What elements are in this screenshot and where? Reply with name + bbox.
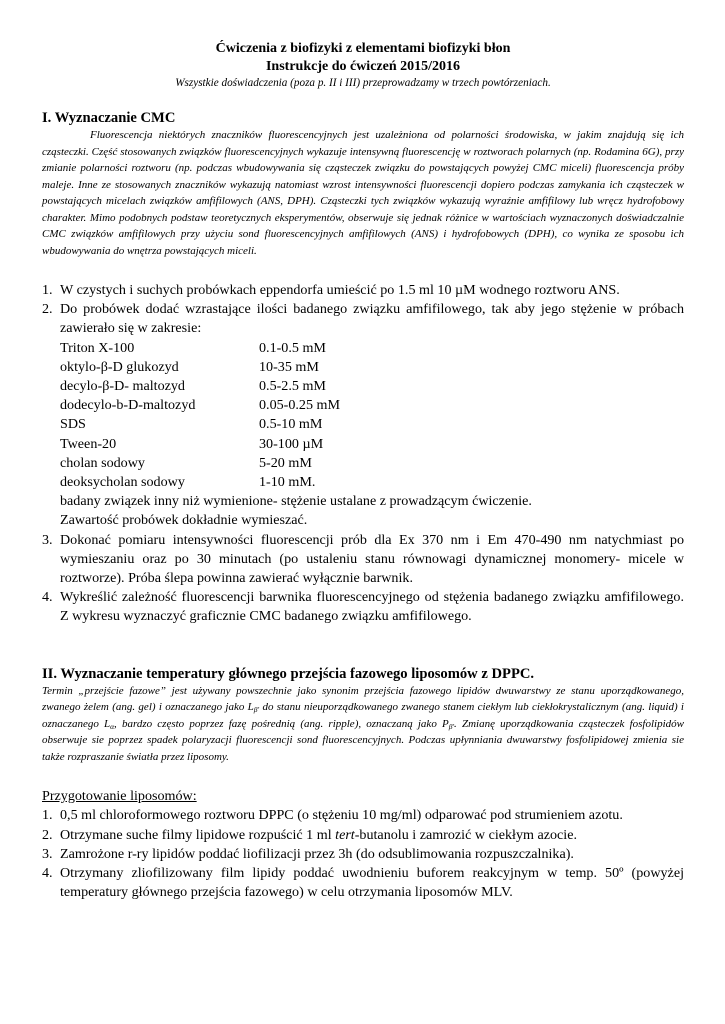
- compound-name: deoksycholan sodowy: [60, 474, 185, 491]
- document-page: [42, 0, 684, 902]
- concentration-table: [60, 339, 684, 493]
- prep-step-2: 2. Otrzymane suche filmy lipidowe rozpuścić 1 ml tert-butanolu i zamrozić w ciekłym azocie.: [42, 826, 578, 843]
- table-row: [60, 473, 684, 492]
- compound-range: 0.5-10 mM: [259, 416, 323, 433]
- cmc-step-2-note1: badany związek inny niż wymienione- stężenie ustalane z prowadzącym ćwiczenie.: [60, 493, 532, 510]
- cmc-step-1-text: W czystych i suchych probówkach eppendorfa umieścić po 1.5 ml 10 µM wodnego roztworu ANS.: [60, 282, 620, 298]
- section1-intro-text: Fluorescencja niektórych znaczników fluorescencyjnych jest uzależniona od polarności środowiska, w jakim znajdują się ich cząsteczki. Część stosowanych związków fluorescencyjnych wykazuje intensywną fluorescencję w roztworach polarnych (np. Rodamina 6G), przy zmianie polarności roztworu (np. podczas wbudowywania się cząsteczek związku do powstających powyżej CMC miceli) fluorescencja próby maleje. Inne ze stosowanych znaczników wykazują natomiast wzrost intensywności fluorescencji dopiero podczas zamykania ich cząsteczek w powstających micelach związków amfifilowych (ANS, DPH). Cząsteczki tych związków wykazują wyraźnie amfifilowy lub wręcz hydrofobowy charakter. Mimo podobnych podstaw teoretycznych eksperymentów, obserwuje się jednak różnice w wartościach wyznaczonych doświadczalnie CMC związków amfifilowych przy użyciu sond fluorescencyjnych amfifilowych (ANS) i hydrofobowych (DPH), co wynika ze sposobu ich wbudowywania do wnętrza powstających miceli.: [42, 129, 684, 257]
- compound-name: cholan sodowy: [60, 454, 145, 471]
- cmc-steps-continued: [42, 531, 684, 627]
- table-row: [60, 396, 684, 415]
- compound-name: Tween-20: [60, 435, 117, 452]
- compound-range: 0.05-0.25 mM: [259, 397, 341, 414]
- prep-step-3: 3. Zamrożone r-ry lipidów poddać liofilizacji przez 3h (do odsublimowania rozpuszczalnika).: [42, 845, 574, 862]
- liposome-prep-heading: Przygotowanie liposomów:: [42, 788, 197, 805]
- compound-name: Triton X-100: [60, 339, 135, 356]
- compound-name: oktylo-β-D glukozyd: [60, 358, 179, 375]
- prep-step-1: 1. 0,5 ml chloroformowego roztworu DPPC (o stężeniu 10 mg/ml) odparować pod strumieniem azotu.: [42, 807, 623, 824]
- cmc-step-3-text: Dokonać pomiaru intensywności fluorescencji prób dla Ex 370 nm i Em 470-490 nm natychmiast po wymieszaniu oraz po 30 minutach (po ustaleniu stanu równowagi dynamicznej monomery- micele w roztworze). Próba ślepa powinna zawierać wyłącznie barwnik.: [60, 531, 684, 587]
- section2-intro-part: do stanu nieuporządkowanego zwanego stanem ciekłym lub ciekłokrystalicznym (ang. liquid) i oznaczanego L: [42, 701, 684, 730]
- section1-heading: I. Wyznaczanie CMC: [42, 110, 176, 126]
- compound-range: 30-100 µM: [259, 435, 324, 452]
- section2-intro-part: Termin „przejście fazowe” jest używany powszechnie jako synonim przejścia fazowego lipidów dwuwarstwy ze stanu uporządkowanego, zwanego żelem (ang. gel) i oznaczanego jako L: [42, 684, 684, 714]
- section1-intro: [42, 127, 684, 259]
- section2-intro-part: , bardzo często poprzez fazę pośrednią (ang. ripple), oznaczaną jako P: [114, 717, 449, 730]
- prep-step-4-text: Otrzymany zliofilizowany film lipidy poddać uwodnieniu buforem reakcyjnym w temp. 50º (powyżej temperatury głównego przejścia fazowego) w celu otrzymania liposomów MLV.: [60, 864, 684, 901]
- compound-range: 1-10 mM.: [259, 474, 316, 491]
- phase-subscript: β': [448, 721, 455, 731]
- table-row: [60, 339, 684, 358]
- section2-intro: [42, 683, 684, 766]
- section2-heading: II. Wyznaczanie temperatury głównego przejścia fazowego liposomów z DPPC.: [42, 665, 535, 682]
- table-row: [60, 435, 684, 454]
- phase-subscript: β': [253, 705, 260, 715]
- cmc-step-4-text: Wykreślić zależność fluorescencji barwnika fluorescencyjnego od stężenia badanego związku amfifilowego. Z wykresu wyznaczyć graficznie CMC badanego związku amfifilowego.: [60, 589, 684, 625]
- prep-step-2-text-end: -butanolu i zamrozić w ciekłym azocie.: [354, 826, 578, 843]
- prep-step-3-text: Zamrożone r-ry lipidów poddać liofilizacji przez 3h (do odsublimowania rozpuszczalnika).: [60, 845, 574, 862]
- compound-name: dodecylo-b-D-maltozyd: [60, 397, 196, 414]
- prep-step-2-text: Otrzymane suche filmy lipidowe rozpuścić 1 ml: [60, 826, 336, 843]
- cmc-step-3: 3. Dokonać pomiaru intensywności fluorescencji prób dla Ex 370 nm i Em 470-490 nm natychmiast po wymieszaniu oraz po 30 minutach (po ustaleniu stanu równowagi dynamicznej monomery- micele w roztworze). Próba ślepa powinna zawierać wyłącznie barwnik.: [42, 531, 684, 587]
- compound-range: 0.5-2.5 mM: [259, 378, 326, 395]
- compound-range: 5-20 mM: [259, 454, 312, 471]
- table-row: [60, 377, 684, 396]
- table-row: [60, 454, 684, 473]
- compound-name: decylo-β-D- maltozyd: [60, 378, 185, 395]
- cmc-step-2: 2. Do probówek dodać wzrastające ilości badanego związku amfifilowego, tak aby jego stężenie w próbach zawierało się w zakresie:: [42, 301, 684, 337]
- cmc-step-2-note2: Zawartość probówek dokładnie wymieszać.: [60, 512, 308, 529]
- prep-step-1-text: 0,5 ml chloroformowego roztworu DPPC (o stężeniu 10 mg/ml) odparować pod strumieniem azotu.: [60, 807, 623, 824]
- compound-range: 10-35 mM: [259, 358, 319, 375]
- document-title-line2: Instrukcje do ćwiczeń 2015/2016: [265, 59, 461, 74]
- prep-step-2-italic: tert: [335, 826, 355, 843]
- table-row: [60, 358, 684, 377]
- compound-name: SDS: [60, 416, 86, 433]
- prep-step-4: 4. Otrzymany zliofilizowany film lipidy poddać uwodnieniu buforem reakcyjnym w temp. 50º (powyżej temperatury głównego przejścia fazowego) w celu otrzymania liposomów MLV.: [42, 864, 684, 901]
- table-row: [60, 415, 684, 434]
- liposome-prep-steps: [42, 806, 684, 902]
- compound-range: 0.1-0.5 mM: [259, 339, 326, 356]
- section2-intro-part: . Zmianę uporządkowania cząsteczek fosfolipidów obserwuje sie poprzez spadek polaryzacji fluorescencji sond fluorescencyjnych. Podczas upłynniania dwuwarstwy fosfolipidowej zmienia sie także rozpraszanie światła przez liposomy.: [42, 717, 684, 763]
- cmc-step-2-text: Do probówek dodać wzrastające ilości badanego związku amfifilowego, tak aby jego stężenie w próbach zawierało się w zakresie:: [60, 301, 684, 337]
- cmc-steps: [42, 281, 684, 339]
- cmc-step-1: 1. W czystych i suchych probówkach eppendorfa umieścić po 1.5 ml 10 µM wodnego roztworu ANS.: [42, 282, 620, 298]
- document-note: Wszystkie doświadczenia (poza p. II i III) przeprowadzamy w trzech powtórzeniach.: [175, 77, 551, 89]
- cmc-step-4: 4. Wykreślić zależność fluorescencji barwnika fluorescencyjnego od stężenia badanego związku amfifilowego. Z wykresu wyznaczyć graficznie CMC badanego związku amfifilowego.: [42, 589, 684, 625]
- phase-subscript: α: [110, 721, 115, 731]
- document-title-line1: Ćwiczenia z biofizyki z elementami biofizyki błon: [215, 41, 511, 56]
